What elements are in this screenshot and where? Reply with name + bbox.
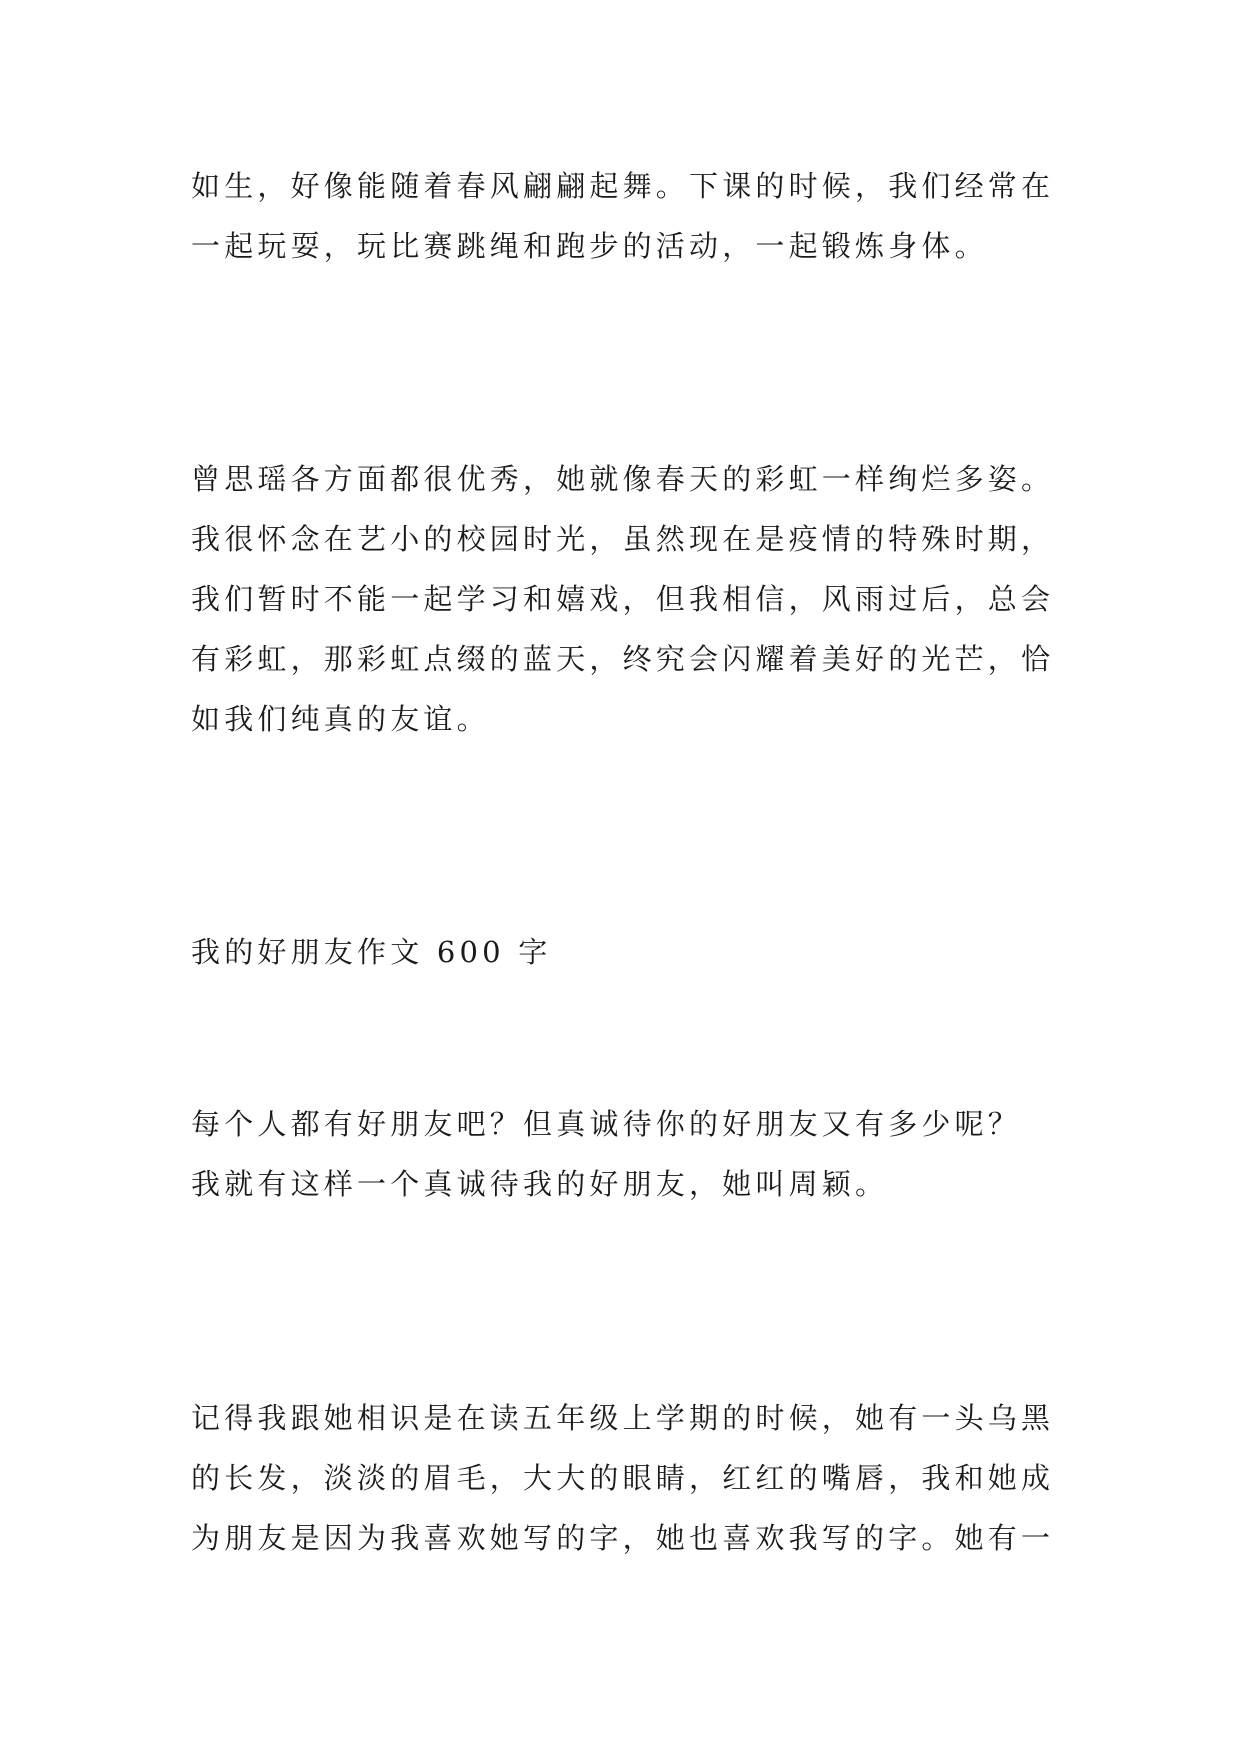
paragraph-2-line-3: 我们暂时不能一起学习和嬉戏，但我相信，风雨过后，总会 xyxy=(191,582,1055,616)
paragraph-2-line-5: 如我们纯真的友谊。 xyxy=(191,702,490,736)
paragraph-5-line-3: 为朋友是因为我喜欢她写的字，她也喜欢我写的字。她有一 xyxy=(191,1521,1055,1555)
paragraph-5-line-2: 的长发，淡淡的眉毛，大大的眼睛，红红的嘴唇，我和她成 xyxy=(191,1461,1055,1495)
essay-title: 我的好朋友作文 600 字 xyxy=(191,935,552,969)
paragraph-2-line-1: 曾思瑶各方面都很优秀，她就像春天的彩虹一样绚烂多姿。 xyxy=(191,462,1055,496)
paragraph-1-line-1: 如生，好像能随着春风翩翩起舞。下课的时候，我们经常在 xyxy=(191,169,1055,203)
paragraph-2-line-4: 有彩虹，那彩虹点缀的蓝天，终究会闪耀着美好的光芒，恰 xyxy=(191,642,1055,676)
paragraph-1-line-2: 一起玩耍，玩比赛跳绳和跑步的活动，一起锻炼身体。 xyxy=(191,229,988,263)
paragraph-4-line-1: 每个人都有好朋友吧？但真诚待你的好朋友又有多少呢？ xyxy=(191,1107,1022,1141)
paragraph-2-line-2: 我很怀念在艺小的校园时光，虽然现在是疫情的特殊时期， xyxy=(191,522,1055,556)
paragraph-4-line-2: 我就有这样一个真诚待我的好朋友，她叫周颖。 xyxy=(191,1167,889,1201)
paragraph-5-line-1: 记得我跟她相识是在读五年级上学期的时候，她有一头乌黑 xyxy=(191,1401,1055,1435)
